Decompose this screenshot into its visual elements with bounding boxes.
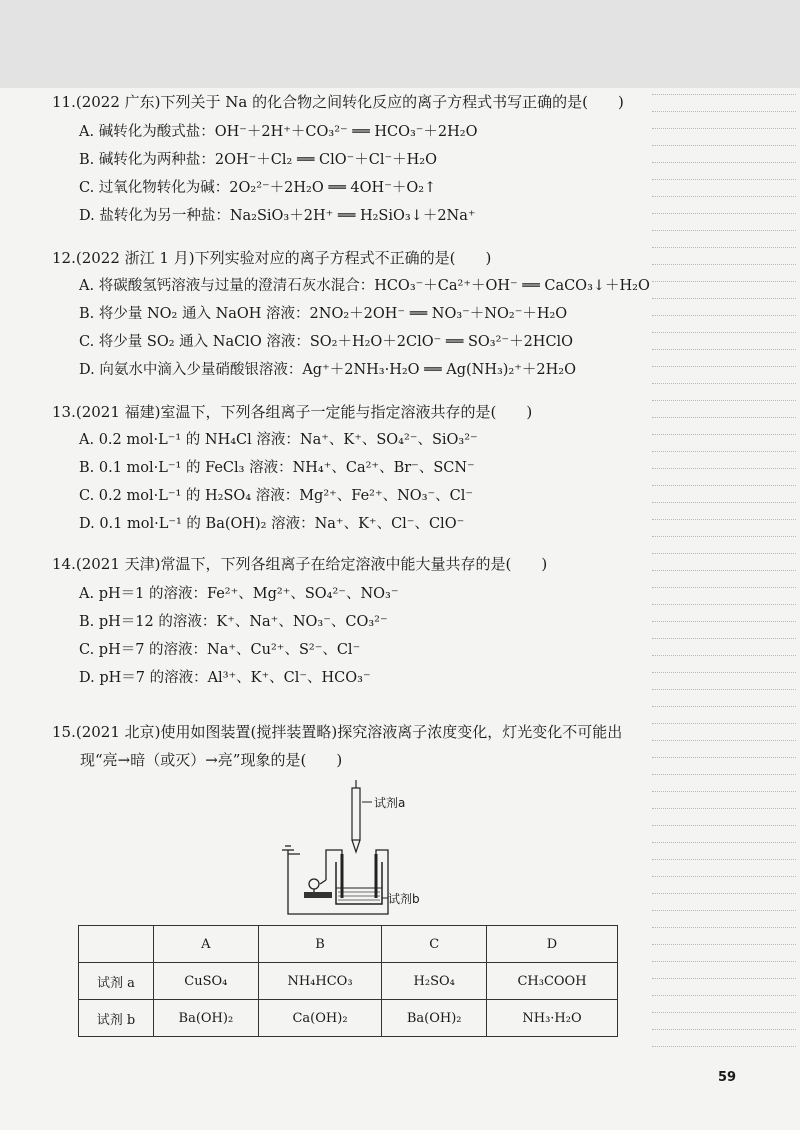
note-line <box>652 587 796 588</box>
question-text: 下列实验对应的离子方程式不正确的是( ) <box>194 249 492 267</box>
option-a: A. pH＝1 的溶液：Fe²⁺、Mg²⁺、SO₄²⁻、NO₃⁻ <box>79 586 399 602</box>
question-number: 13. <box>52 403 76 421</box>
question-13-stem <box>52 402 532 422</box>
table-cell: NH₃·H₂O <box>487 1000 618 1037</box>
note-line <box>652 281 796 282</box>
question-text: 下列关于 Na 的化合物之间转化反应的离子方程式书写正确的是( ) <box>160 93 624 111</box>
table-cell: 试剂 a <box>79 963 154 1000</box>
note-line <box>652 723 796 724</box>
electrodes <box>342 854 376 898</box>
note-line <box>652 230 796 231</box>
note-line <box>652 876 796 877</box>
note-line <box>652 1029 796 1030</box>
question-15-stem-line2: 现“亮→暗（或灭）→亮”现象的是( ) <box>80 751 343 769</box>
question-14-stem <box>52 554 547 574</box>
note-line <box>652 893 796 894</box>
table-cell: Ba(OH)₂ <box>382 1000 487 1037</box>
note-line <box>652 111 796 112</box>
option-b: B. pH＝12 的溶液：K⁺、Na⁺、NO₃⁻、CO₃²⁻ <box>79 614 388 630</box>
reagent-table <box>78 925 618 1037</box>
option-b: B. 将少量 NO₂ 通入 NaOH 溶液：2NO₂＋2OH⁻ ══ NO₃⁻＋NO₂⁻＋H₂O <box>79 306 568 322</box>
option-b: B. 0.1 mol·L⁻¹ 的 FeCl₃ 溶液：NH₄⁺、Ca²⁺、Br⁻、SCN⁻ <box>79 460 475 476</box>
table-cell: D <box>487 926 618 963</box>
note-line <box>652 995 796 996</box>
note-line <box>652 128 796 129</box>
notes-column <box>648 88 800 1063</box>
note-line <box>652 859 796 860</box>
note-line <box>652 519 796 520</box>
option-d: D. 0.1 mol·L⁻¹ 的 Ba(OH)₂ 溶液：Na⁺、K⁺、Cl⁻、ClO⁻ <box>79 516 465 532</box>
bulb <box>304 879 332 898</box>
note-line <box>652 808 796 809</box>
note-line <box>652 332 796 333</box>
note-line <box>652 672 796 673</box>
note-line <box>652 485 796 486</box>
table-cell: Ca(OH)₂ <box>258 1000 382 1037</box>
note-line <box>652 196 796 197</box>
label-reagent-a: 试剂a <box>374 796 406 810</box>
question-source: (2021 福建) <box>75 403 161 421</box>
question-number: 11. <box>52 93 76 111</box>
note-line <box>652 1012 796 1013</box>
option-c: C. 过氧化物转化为碱：2O₂²⁻＋2H₂O ══ 4OH⁻＋O₂↑ <box>79 180 437 196</box>
option-d: D. pH＝7 的溶液：Al³⁺、K⁺、Cl⁻、HCO₃⁻ <box>79 670 371 686</box>
note-line <box>652 910 796 911</box>
note-line <box>652 145 796 146</box>
table-cell: CuSO₄ <box>154 963 259 1000</box>
note-line <box>652 366 796 367</box>
top-margin-band <box>0 0 800 88</box>
question-11 <box>52 92 624 224</box>
question-text: 常温下，下列各组离子在给定溶液中能大量共存的是( ) <box>160 555 548 573</box>
question-12 <box>52 248 650 378</box>
note-line <box>652 570 796 571</box>
note-line <box>652 468 796 469</box>
option-a: A. 将碳酸氢钙溶液与过量的澄清石灰水混合：HCO₃⁻＋Ca²⁺＋OH⁻ ══ CaCO₃↓＋H₂O <box>79 278 650 294</box>
note-line <box>652 757 796 758</box>
note-line <box>652 417 796 418</box>
note-line <box>652 978 796 979</box>
table-cell: NH₄HCO₃ <box>258 963 382 1000</box>
table-cell: B <box>258 926 382 963</box>
table-cell: A <box>154 926 259 963</box>
table-cell: H₂SO₄ <box>382 963 487 1000</box>
note-line <box>652 247 796 248</box>
table-cell: CH₃COOH <box>487 963 618 1000</box>
note-line <box>652 94 796 95</box>
note-line <box>652 655 796 656</box>
option-c: C. 0.2 mol·L⁻¹ 的 H₂SO₄ 溶液：Mg²⁺、Fe²⁺、NO₃⁻、Cl⁻ <box>79 488 474 504</box>
note-line <box>652 298 796 299</box>
note-line <box>652 740 796 741</box>
question-source: (2021 北京) <box>75 723 161 741</box>
option-d: D. 盐转化为另一种盐：Na₂SiO₃＋2H⁺ ══ H₂SiO₃↓＋2Na⁺ <box>79 208 476 224</box>
question-11-stem <box>52 92 624 112</box>
table-cell <box>79 926 154 963</box>
question-14 <box>52 554 548 686</box>
question-source: (2022 浙江 1 月) <box>75 249 195 267</box>
question-number: 12. <box>52 249 76 267</box>
question-number: 15. <box>52 723 76 741</box>
option-c: C. pH＝7 的溶液：Na⁺、Cu²⁺、S²⁻、Cl⁻ <box>79 642 361 658</box>
question-source: (2022 广东) <box>75 93 161 111</box>
table-row <box>79 963 618 1000</box>
table-cell: C <box>382 926 487 963</box>
note-line <box>652 706 796 707</box>
question-text: 室温下，下列各组离子一定能与指定溶液共存的是( ) <box>160 403 533 421</box>
note-line <box>652 502 796 503</box>
question-15-stem <box>52 722 622 742</box>
option-a: A. 碱转化为酸式盐：OH⁻＋2H⁺＋CO₃²⁻ ══ HCO₃⁻＋2H₂O <box>79 124 478 140</box>
note-line <box>652 791 796 792</box>
note-line <box>652 774 796 775</box>
note-line <box>652 961 796 962</box>
question-15 <box>52 722 622 770</box>
question-source: (2021 天津) <box>75 555 161 573</box>
apparatus-figure <box>270 780 470 920</box>
table-cell: Ba(OH)₂ <box>154 1000 259 1037</box>
note-line <box>652 825 796 826</box>
page-number: 59 <box>718 1070 737 1085</box>
label-reagent-b: 试剂b <box>388 892 420 906</box>
note-line <box>652 944 796 945</box>
solution-hatch <box>338 892 380 900</box>
note-line <box>652 315 796 316</box>
option-c: C. 将少量 SO₂ 通入 NaClO 溶液：SO₂＋H₂O＋2ClO⁻ ══ SO₃²⁻＋2HClO <box>79 334 574 350</box>
note-line <box>652 179 796 180</box>
note-line <box>652 604 796 605</box>
note-line <box>652 213 796 214</box>
question-number: 14. <box>52 555 76 573</box>
note-line <box>652 383 796 384</box>
option-d: D. 向氨水中滴入少量硝酸银溶液：Ag⁺＋2NH₃·H₂O ══ Ag(NH₃)₂⁺＋2H₂O <box>79 362 576 378</box>
table-cell: 试剂 b <box>79 1000 154 1037</box>
note-line <box>652 1046 796 1047</box>
note-line <box>652 927 796 928</box>
question-13 <box>52 402 533 532</box>
note-line <box>652 349 796 350</box>
question-12-stem <box>52 248 491 268</box>
note-line <box>652 434 796 435</box>
note-line <box>652 842 796 843</box>
note-line <box>652 264 796 265</box>
note-line <box>652 689 796 690</box>
note-line <box>652 638 796 639</box>
table-row <box>79 1000 618 1037</box>
option-b: B. 碱转化为两种盐：2OH⁻＋Cl₂ ══ ClO⁻＋Cl⁻＋H₂O <box>79 152 438 168</box>
dropper <box>352 780 360 852</box>
power-terminals <box>282 846 294 850</box>
note-line <box>652 536 796 537</box>
note-line <box>652 621 796 622</box>
note-line <box>652 162 796 163</box>
note-line <box>652 451 796 452</box>
table-header-row <box>79 926 618 963</box>
note-line <box>652 553 796 554</box>
option-a: A. 0.2 mol·L⁻¹ 的 NH₄Cl 溶液：Na⁺、K⁺、SO₄²⁻、SiO₃²⁻ <box>79 432 478 448</box>
note-line <box>652 400 796 401</box>
question-text: 使用如图装置(搅拌装置略)探究溶液离子浓度变化，灯光变化不可能出 <box>160 723 623 741</box>
